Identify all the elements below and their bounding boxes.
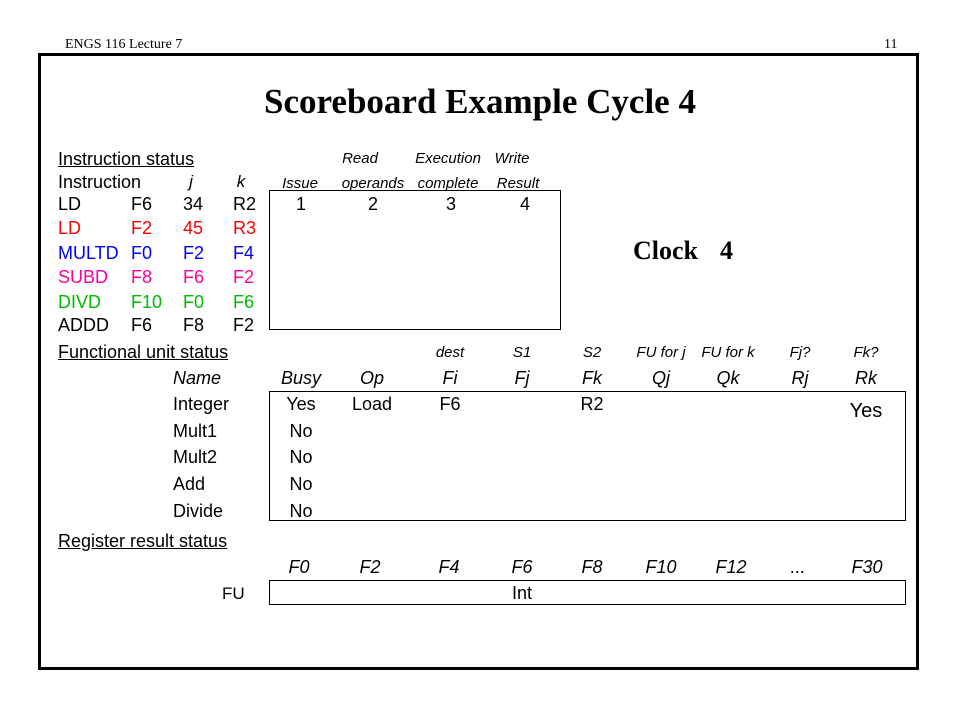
instruction-op: LD (58, 194, 82, 214)
col-head-write-top: Write (494, 150, 530, 167)
instruction-dest: F8 (131, 267, 153, 287)
register-name: F30 (851, 557, 883, 577)
fu-col-head-top-fk: S2 (582, 344, 602, 361)
instruction-k: F2 (233, 315, 255, 335)
instruction-write-cycle: 4 (519, 194, 531, 214)
fu-row-fi: F6 (439, 394, 461, 414)
col-head-instruction: Instruction (58, 172, 142, 192)
instruction-op: MULTD (58, 243, 119, 263)
register-name: F0 (288, 557, 310, 577)
col-head-j: j (189, 172, 193, 191)
fu-row-busy: No (289, 447, 313, 467)
register-name: F6 (511, 557, 533, 577)
instruction-j: 34 (183, 194, 204, 214)
fu-row-busy: Yes (286, 394, 316, 414)
instruction-op: LD (58, 218, 82, 238)
register-name: F10 (645, 557, 677, 577)
instruction-j: F0 (183, 292, 205, 312)
fu-row-op: Load (351, 394, 393, 414)
instruction-j: F2 (183, 243, 205, 263)
instruction-j: F8 (183, 315, 205, 335)
instruction-dest: F0 (131, 243, 153, 263)
register-result-status-heading: Register result status (58, 531, 228, 551)
fu-col-head-top-fj: S1 (512, 344, 532, 361)
header-page-number: 11 (884, 37, 898, 52)
clock-label: Clock (633, 236, 698, 265)
fu-row-name: Divide (173, 501, 224, 521)
register-name: F12 (715, 557, 747, 577)
fu-row-name: Add (173, 474, 206, 494)
register-name: F8 (581, 557, 603, 577)
instruction-k: R3 (233, 218, 257, 238)
fu-col-head-top-qk: FU for k (701, 344, 755, 361)
instruction-k: F2 (233, 267, 255, 287)
instruction-j: 45 (183, 218, 204, 238)
fu-col-head-fi: Fi (442, 368, 458, 388)
fu-row-busy: No (289, 501, 313, 521)
fu-col-head-top-qj: FU for j (636, 344, 686, 361)
fu-row-name: Mult1 (173, 421, 218, 441)
instruction-dest: F10 (131, 292, 163, 312)
instruction-status-table (269, 190, 561, 330)
fu-col-head-qk: Qk (716, 368, 740, 388)
fu-col-head-rk: Rk (855, 368, 877, 388)
fu-col-head-top-rk: Fk? (853, 344, 879, 361)
col-head-write: Result (496, 175, 540, 192)
fu-row-fk: R2 (580, 394, 604, 414)
fu-col-head-fk: Fk (582, 368, 602, 388)
fu-col-head-top-fi: dest (435, 344, 465, 361)
functional-unit-status-heading: Functional unit status (58, 342, 229, 362)
instruction-k: F4 (233, 243, 255, 263)
col-head-execution-top: Execution (415, 150, 481, 167)
register-result-table (269, 580, 906, 605)
instruction-dest: F2 (131, 218, 153, 238)
fu-row-busy: No (289, 421, 313, 441)
register-name: F2 (359, 557, 381, 577)
fu-col-head-busy: Busy (280, 368, 322, 388)
fu-col-head-fj: Fj (514, 368, 530, 388)
fu-row-busy: No (289, 474, 313, 494)
register-name: F4 (438, 557, 460, 577)
fu-col-head-name: Name (173, 368, 222, 388)
col-head-read-top: Read (342, 150, 378, 167)
clock-display (633, 236, 733, 266)
instruction-status-heading: Instruction status (58, 149, 195, 169)
fu-col-head-qj: Qj (652, 368, 670, 388)
header-lecture-label: ENGS 116 Lecture 7 (65, 37, 183, 52)
col-head-read: operands (341, 175, 405, 192)
fu-row-name: Integer (173, 394, 230, 414)
instruction-dest: F6 (131, 194, 153, 214)
col-head-k: k (236, 172, 246, 191)
fu-row-rk: Yes (849, 400, 883, 422)
instruction-k: F6 (233, 292, 255, 312)
slide-title: Scoreboard Example Cycle 4 (264, 82, 696, 121)
instruction-op: DIVD (58, 292, 102, 312)
register-fu-value: Int (511, 583, 533, 603)
instruction-dest: F6 (131, 315, 153, 335)
col-head-exec: complete (417, 175, 479, 192)
register-name: ... (790, 557, 806, 577)
instruction-issue-cycle: 1 (295, 194, 307, 214)
fu-col-head-top-rj: Fj? (789, 344, 811, 361)
fu-col-head-op: Op (359, 368, 385, 388)
register-fu-label: FU (222, 584, 245, 603)
col-head-issue: Issue (282, 175, 318, 192)
instruction-read-cycle: 2 (367, 194, 379, 214)
clock-value: 4 (720, 236, 733, 265)
instruction-exec-cycle: 3 (445, 194, 457, 214)
instruction-j: F6 (183, 267, 205, 287)
instruction-op: SUBD (58, 267, 109, 287)
instruction-op: ADDD (58, 315, 110, 335)
fu-row-name: Mult2 (173, 447, 218, 467)
instruction-k: R2 (233, 194, 257, 214)
fu-col-head-rj: Rj (791, 368, 809, 388)
